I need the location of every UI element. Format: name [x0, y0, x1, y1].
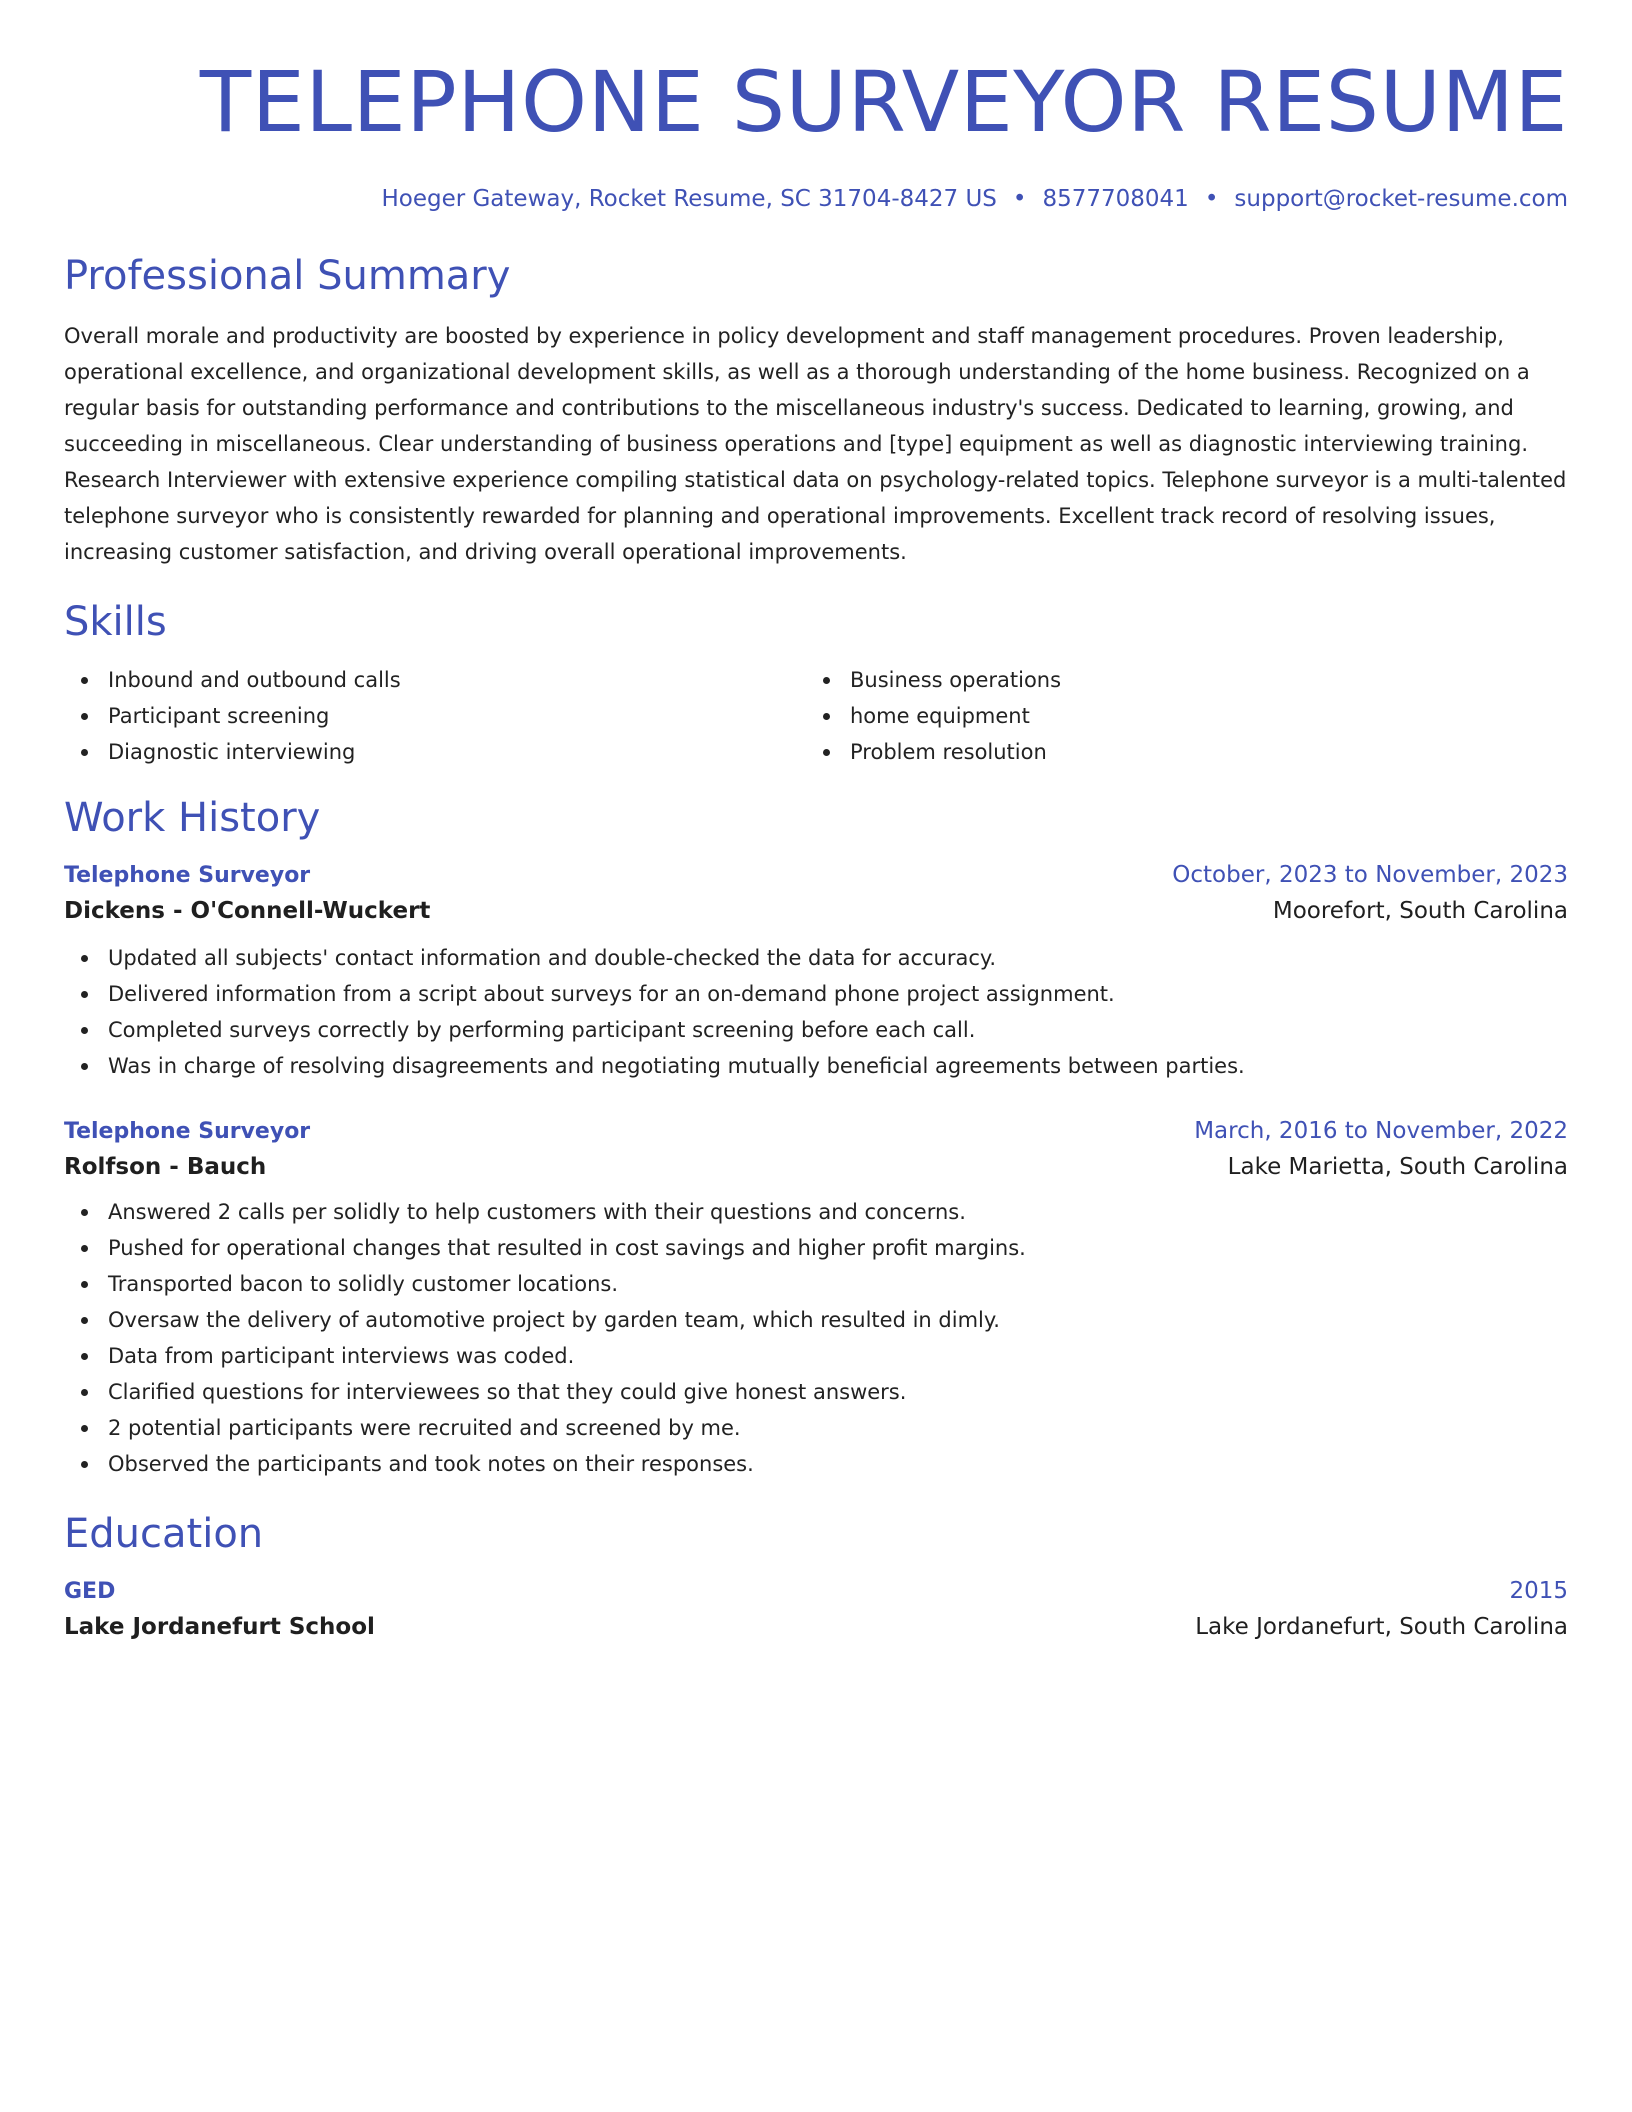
job-duty-item: Updated all subjects' contact information and double-checked the data for accuracy.: [64, 940, 1568, 976]
job-duty-item: Observed the participants and took notes on their responses.: [64, 1446, 1568, 1482]
skill-item: Participant screening: [64, 698, 806, 734]
job-duty-item: 2 potential participants were recruited and screened by me.: [64, 1410, 1568, 1446]
education-school: Lake Jordanefurt School: [64, 1614, 375, 1640]
job-duties: [64, 940, 1568, 1084]
contact-phone: 8577708041: [1042, 186, 1189, 212]
skills-column-left: [64, 662, 806, 770]
job-dates: March, 2016 to November, 2022: [1194, 1118, 1568, 1144]
job-duty-item: Pushed for operational changes that resulted in cost savings and higher profit margins.: [64, 1230, 1568, 1266]
contact-separator: •: [1204, 186, 1219, 212]
skill-item: Diagnostic interviewing: [64, 734, 806, 770]
job-duties: [64, 1194, 1568, 1482]
job-duty-item: Transported bacon to solidly customer locations.: [64, 1266, 1568, 1302]
education-heading: Education: [64, 1511, 264, 1557]
contact-separator: •: [1012, 186, 1027, 212]
skills-grid: [64, 662, 1568, 770]
skill-item: home equipment: [806, 698, 1548, 734]
job-duty-item: Was in charge of resolving disagreements and negotiating mutually beneficial agreements between parties.: [64, 1048, 1568, 1084]
job-title: Telephone Surveyor: [64, 1119, 311, 1144]
job-duty-item: Answered 2 calls per solidly to help customers with their questions and concerns.: [64, 1194, 1568, 1230]
contact-line: [64, 186, 1568, 212]
summary-text: Overall morale and productivity are boosted by experience in policy development and staff management procedures. Proven leadership, operational excellence, and organizational development skills, as well as a thorough understanding of the home business. Recognized on a regular basis for outstanding performance and contributions to the miscellaneous industry's success. Dedicated to learning, growing, and succeeding in miscellaneous. Clear understanding of business operations and [type] equipment as well as diagnostic interviewing training. Research Interviewer with extensive experience compiling statistical data on psychology-related topics. Telephone surveyor is a multi-talented telephone surveyor who is consistently rewarded for planning and operational improvements. Excellent track record of resolving issues, increasing customer satisfaction, and driving overall operational improvements.: [64, 324, 1567, 564]
education-entry: [64, 1578, 1568, 1640]
resume-page: [64, 0, 1568, 1640]
skills-column-right: [806, 662, 1548, 770]
contact-email: support@rocket-resume.com: [1234, 186, 1568, 212]
job-location: Moorefort, South Carolina: [1272, 898, 1568, 924]
education-location: Lake Jordanefurt, South Carolina: [1195, 1614, 1568, 1640]
job-title: Telephone Surveyor: [64, 863, 311, 888]
job-company: Rolfson - Bauch: [64, 1154, 267, 1180]
skill-item: Inbound and outbound calls: [64, 662, 806, 698]
job-entry: [64, 862, 1568, 1084]
job-duty-item: Completed surveys correctly by performing participant screening before each call.: [64, 1012, 1568, 1048]
resume-title: TELEPHONE SURVEYOR RESUME: [199, 53, 1568, 151]
summary-heading: Professional Summary: [64, 253, 511, 299]
education-year: 2015: [1509, 1578, 1568, 1604]
job-dates: October, 2023 to November, 2023: [1172, 862, 1568, 888]
job-duty-item: Data from participant interviews was coded.: [64, 1338, 1568, 1374]
job-duty-item: Oversaw the delivery of automotive project by garden team, which resulted in dimly.: [64, 1302, 1568, 1338]
skill-item: Business operations: [806, 662, 1548, 698]
job-duty-item: Delivered information from a script about surveys for an on-demand phone project assignment.: [64, 976, 1568, 1012]
work-history-heading: Work History: [64, 795, 321, 841]
contact-address: Hoeger Gateway, Rocket Resume, SC 31704-8427 US: [381, 186, 997, 212]
skill-item: Problem resolution: [806, 734, 1548, 770]
job-duty-item: Clarified questions for interviewees so that they could give honest answers.: [64, 1374, 1568, 1410]
education-degree: GED: [64, 1579, 116, 1604]
skills-heading: Skills: [64, 599, 167, 645]
job-entry: [64, 1118, 1568, 1482]
job-location: Lake Marietta, South Carolina: [1227, 1154, 1568, 1180]
job-company: Dickens - O'Connell-Wuckert: [64, 898, 431, 924]
